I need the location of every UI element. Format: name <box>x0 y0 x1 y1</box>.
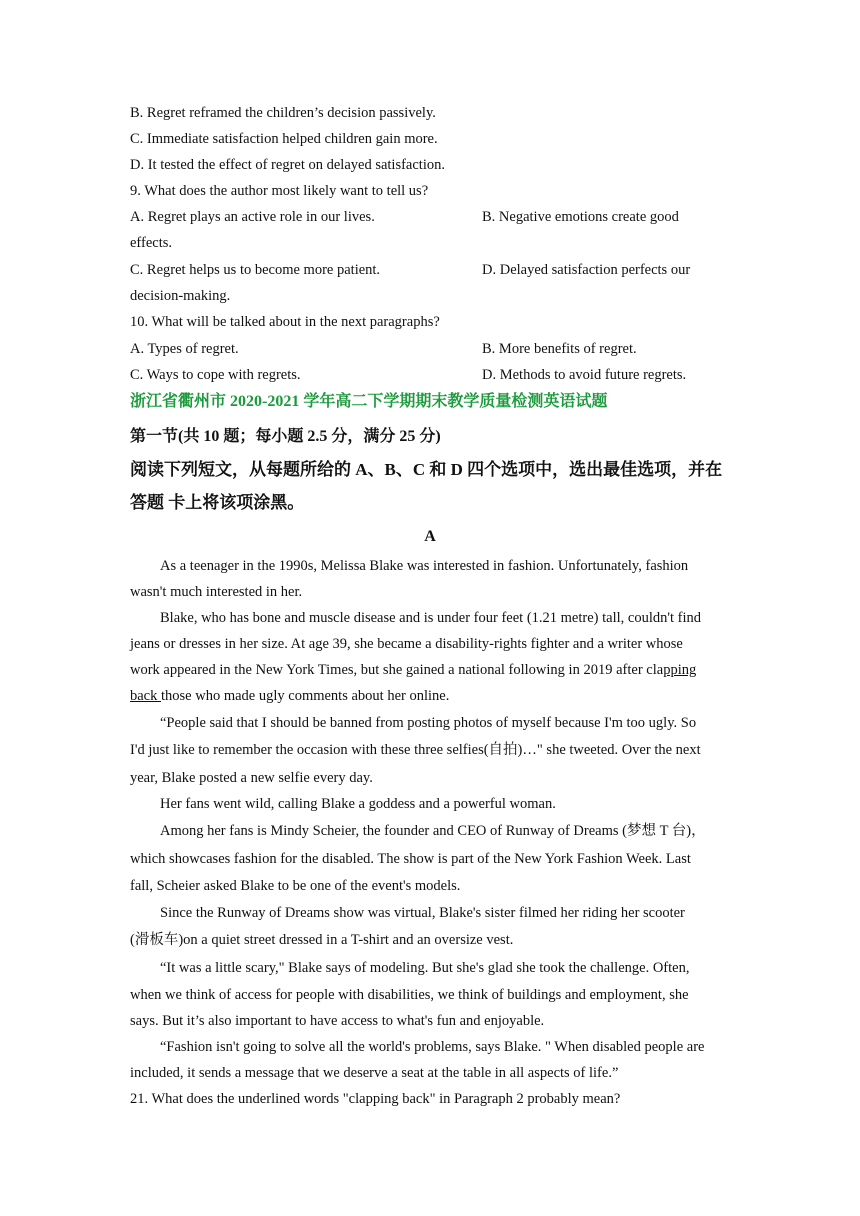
passage-line: (滑板车)on a quiet street dressed in a T-shirt and an oversize vest. <box>130 932 514 948</box>
passage-line: Among her fans is Mindy Scheier, the founder and CEO of Runway of Dreams (梦想 T 台)， <box>160 823 706 839</box>
q9-stem: 9. What does the author most likely want to tell us? <box>130 183 429 199</box>
passage-line-underlined-start <box>130 661 696 679</box>
passage-label: A <box>424 528 436 545</box>
passage-line: Since the Runway of Dreams show was virtual, Blake's sister filmed her riding her scooter <box>160 905 685 921</box>
passage-line: which showcases fashion for the disabled. The show is part of the New York Fashion Week. Last <box>130 851 691 867</box>
q8-option-d: D. It tested the effect of regret on delayed satisfaction. <box>130 157 445 173</box>
underlined-phrase-part1: pping <box>663 662 697 678</box>
passage-line-underlined-end <box>130 687 449 705</box>
q10-stem: 10. What will be talked about in the next paragraphs? <box>130 314 440 330</box>
q10-option-a: A. Types of regret. <box>130 341 239 357</box>
passage-line: fall, Scheier asked Blake to be one of the event's models. <box>130 878 461 894</box>
q9-option-d-cont: decision-making. <box>130 288 231 304</box>
passage-line: “Fashion isn't going to solve all the world's problems, says Blake. " When disabled people are <box>160 1039 705 1055</box>
passage-line: I'd just like to remember the occasion with these three selfies(自拍)…" she tweeted. Over the next <box>130 742 701 758</box>
q9-option-a: A. Regret plays an active role in our lives. <box>130 209 375 225</box>
q10-option-c: C. Ways to cope with regrets. <box>130 367 301 383</box>
section-heading: 第一节(共 10 题；每小题 2.5 分，满分 25 分) <box>130 428 441 445</box>
instruction-line-1: 阅读下列短文，从每题所给的 A、B、C 和 D 四个选项中，选出最佳选项，并在 <box>130 460 723 479</box>
passage-text: those who made ugly comments about her online. <box>161 688 450 704</box>
passage-text: work appeared in the New York Times, but she gained a national following in 2019 after cla <box>130 662 664 678</box>
exam-title: 浙江省衢州市 2020-2021 学年高二下学期期末教学质量检测英语试题 <box>130 393 608 410</box>
q9-option-b: B. Negative emotions create good <box>482 209 679 225</box>
passage-line: As a teenager in the 1990s, Melissa Blake was interested in fashion. Unfortunately, fashion <box>160 558 689 574</box>
underlined-phrase-part2: back <box>130 688 161 704</box>
passage-line: Blake, who has bone and muscle disease and is under four feet (1.21 metre) tall, couldn't find <box>160 610 701 626</box>
passage-line: year, Blake posted a new selfie every day. <box>130 770 373 786</box>
passage-line: when we think of access for people with disabilities, we think of buildings and employment, she <box>130 987 689 1003</box>
passage-line: jeans or dresses in her size. At age 39, she became a disability-rights fighter and a writer whose <box>130 636 683 652</box>
passage-line: Her fans went wild, calling Blake a goddess and a powerful woman. <box>160 796 556 812</box>
q10-option-d: D. Methods to avoid future regrets. <box>482 367 687 383</box>
q10-option-b: B. More benefits of regret. <box>482 341 637 357</box>
q8-option-c: C. Immediate satisfaction helped children gain more. <box>130 131 438 147</box>
passage-line: “It was a little scary," Blake says of modeling. But she's glad she took the challenge. Often, <box>160 960 690 976</box>
passage-line: wasn't much interested in her. <box>130 584 303 600</box>
passage-line: included, it sends a message that we deserve a seat at the table in all aspects of life.” <box>130 1065 619 1081</box>
passage-line: “People said that I should be banned from posting photos of myself because I'm too ugly. So <box>160 715 697 731</box>
instruction-line-2: 答题 卡上将该项涂黑。 <box>130 493 305 512</box>
q9-option-c: C. Regret helps us to become more patient. <box>130 262 381 278</box>
q8-option-b: B. Regret reframed the children’s decision passively. <box>130 105 436 121</box>
q21-stem: 21. What does the underlined words "clapping back" in Paragraph 2 probably mean? <box>130 1091 621 1107</box>
passage-line: says. But it’s also important to have access to what's fun and enjoyable. <box>130 1013 545 1029</box>
q9-option-b-cont: effects. <box>130 235 172 251</box>
q9-option-d: D. Delayed satisfaction perfects our <box>482 262 691 278</box>
